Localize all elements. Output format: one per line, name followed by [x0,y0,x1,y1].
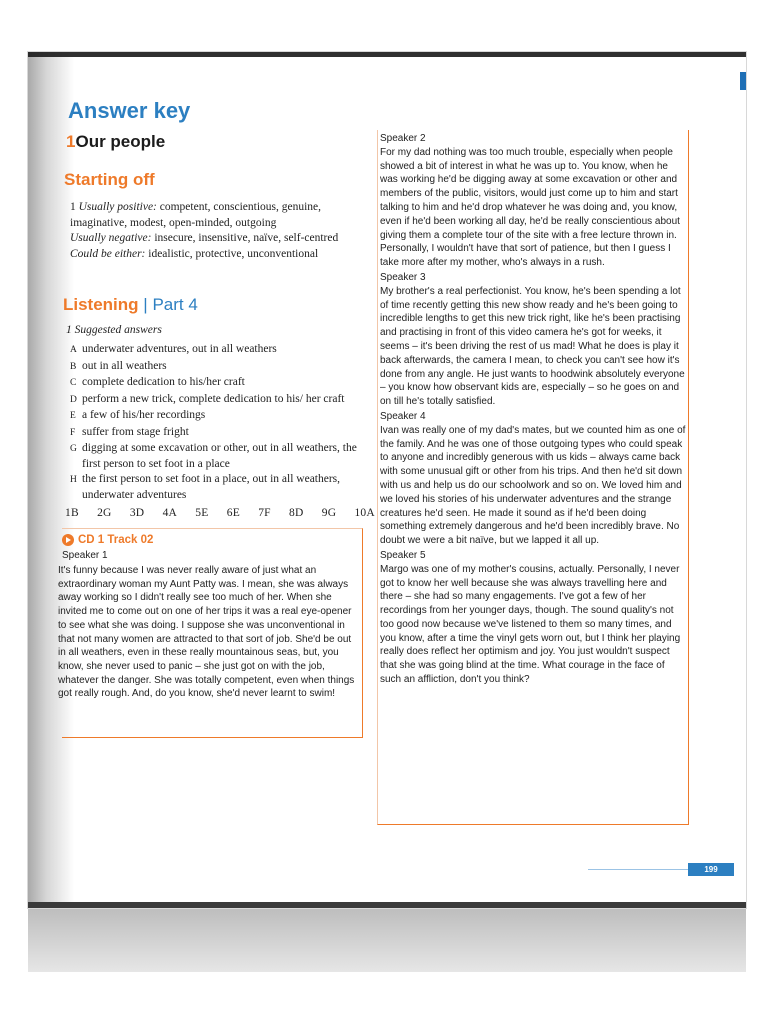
answer-text: suffer from stage fright [82,425,189,438]
speaker-label: Speaker 4 [380,410,426,422]
page-number: 199 [688,863,734,876]
key-item: 1B [65,507,79,519]
speaker-transcript: Ivan was really one of my dad's mates, but we counted him as one of the family. And he was one of those outgoing types who could speak to anyone and incredibly generous with us kids – always came back with some unusual gift or other from his trips. And then he'd sit down with us and help us do our schoolwork and so on. We loved him and we loved his stories of his underwater adventures and the strange creatures he'd seen. He made it sound as if he'd been doing something extremely dangerous and he'd been incredibly brave. No doubt we were a bit naïve, but we lapped it all up. [380,424,686,547]
answer-text: digging at some excavation or other, out in all weathers, the first person to set foot in a place [82,442,357,470]
speaker-label: Speaker 2 [380,133,426,144]
answer-item [70,472,370,503]
key-item: 4A [162,507,178,519]
section-heading-starting-off: Starting off [64,170,155,189]
key-item: 3D [129,507,145,519]
speaker-transcript: Margo was one of my mother's cousins, actually. Personally, I never got to know her well because she was always travelling here and there – she had so many engagements. I've got a few of her recordings from her younger days, though. The sound quality's not too good now because we've listened to them so many times, and you know, after a time the vinyl gets worn out, but I think her playing really does reflect her optimism and joy. You just wouldn't suspect that she was going blind at the time. What courage in the face of such an affliction, don't you think? [380,563,681,686]
positive-label: Usually positive: [78,201,157,213]
speaker-transcript: For my dad nothing was too much trouble, especially when people showed a bit of interest in what he was up to. You know, when he was working he'd be digging away at some excavation or other and members of the public, visitors, would just come up to him and start talking to him and he'd drop whatever he was doing and, you know, even if he'd been working all day, he'd be really conscientious about giving them a complete tour of the site with a free lecture thrown in. Personally, I wouldn't have that sort of patience, but then I guess I take more after my mother, who's always in a rush. [380,146,680,269]
starting-off-answers [70,200,365,262]
either-label: Could be either: [70,247,146,260]
book-page [28,52,746,908]
scan-bottom-area [28,908,746,972]
speaker-label: Speaker 1 [62,550,108,561]
answer-letter: B [70,361,77,372]
answer-text: perform a new trick, complete dedication to his/ her craft [82,392,345,405]
speaker-transcript: My brother's a real perfectionist. You know, he's been spending a lot of time recently getting this new show ready and he's been going to incredible lengths to get this new trick right, like he's been practising and practising in front of this video camera he's got for weeks, it seems – it's been driving the rest of us mad! What he does is play it back afterwards, the camera I mean, to check you can't see how it's done from any angle. He just wants to hoodwink absolutely everyone – you know how observant kids are, especially – so he goes on and on till he's totally satisfied. [380,285,685,408]
key-item: 6E [226,507,240,519]
page-top-edge [28,52,746,57]
track-heading [62,534,153,546]
unit-name: Our people [75,132,166,151]
answer-item [70,408,370,425]
speaker-transcript: It's funny because I was never really aware of just what an extraordinary woman my Aunt Patty was. I mean, she was always away working so I didn't really see too much of her. When she invited me to come out on one of her trips it was a real eye-opener to see what she was doing. I suppose she was unconventional in that not many women are attracted to that sort of job. She'd be out in all weathers, even in these really mountainous seas, but, you know, she never used to panic – she just got on with the job, whatever the danger. She was totally competent, even when things got really rough. And, do you know, she'd never learnt to swim! [58,565,355,700]
answer-text: underwater adventures, out in all weathers [82,343,277,355]
answer-letter: A [70,345,77,355]
key-item: 5E [195,507,209,519]
answer-letter: E [70,411,76,421]
key-item: 9G [321,507,337,519]
answer-item [70,441,370,472]
negative-text: insecure, insensitive, naïve, self-centred [151,232,339,244]
transcript-right-column [380,132,686,687]
answer-item [70,425,370,442]
footer-rule [588,869,688,870]
item-number: 1 [66,324,72,336]
either-text: idealistic, protective, unconventional [145,247,319,260]
unit-number: 1 [66,132,76,151]
page-title: Answer key [68,98,191,123]
answer-item [70,342,370,359]
answer-key-line [65,507,375,519]
play-icon [62,534,74,546]
answer-item [70,375,370,392]
speaker-label: Speaker 5 [380,549,426,561]
key-item: 8D [289,507,304,519]
page-bottom-edge [28,902,746,908]
answer-letter: C [70,378,77,388]
answer-letter: H [70,475,77,485]
positive-text: competent, conscientious, genuine, imaginative, modest, open-minded, outgoing [70,201,322,229]
answer-text: complete dedication to his/her craft [82,376,245,388]
answer-list [70,342,370,503]
answer-text: out in all weathers [82,359,167,372]
suggested-label: Suggested answers [74,324,162,336]
answer-text: the first person to set foot in a place, out in all weathers, underwater adventures [82,473,341,501]
item-number: 1 [70,201,76,213]
key-item: 10A [354,507,375,519]
page-tab-marker [740,72,746,90]
answer-item [70,392,370,409]
key-item: 7F [258,507,271,519]
heading-separator: | [138,295,153,314]
answer-item [70,359,370,376]
section-heading-listening [63,295,198,315]
unit-title [66,132,165,152]
answer-letter: F [70,427,76,438]
answer-letter: G [70,444,77,454]
answer-text: a few of his/her recordings [82,409,206,421]
speaker-label: Speaker 3 [380,271,426,283]
key-item: 2G [97,507,112,519]
track-title: CD 1 Track 02 [78,534,154,546]
listening-heading: Listening [63,295,139,314]
answer-letter: D [70,394,77,405]
negative-label: Usually negative: [70,232,152,244]
suggested-answers-label [66,324,162,336]
listening-part: Part 4 [152,295,198,314]
